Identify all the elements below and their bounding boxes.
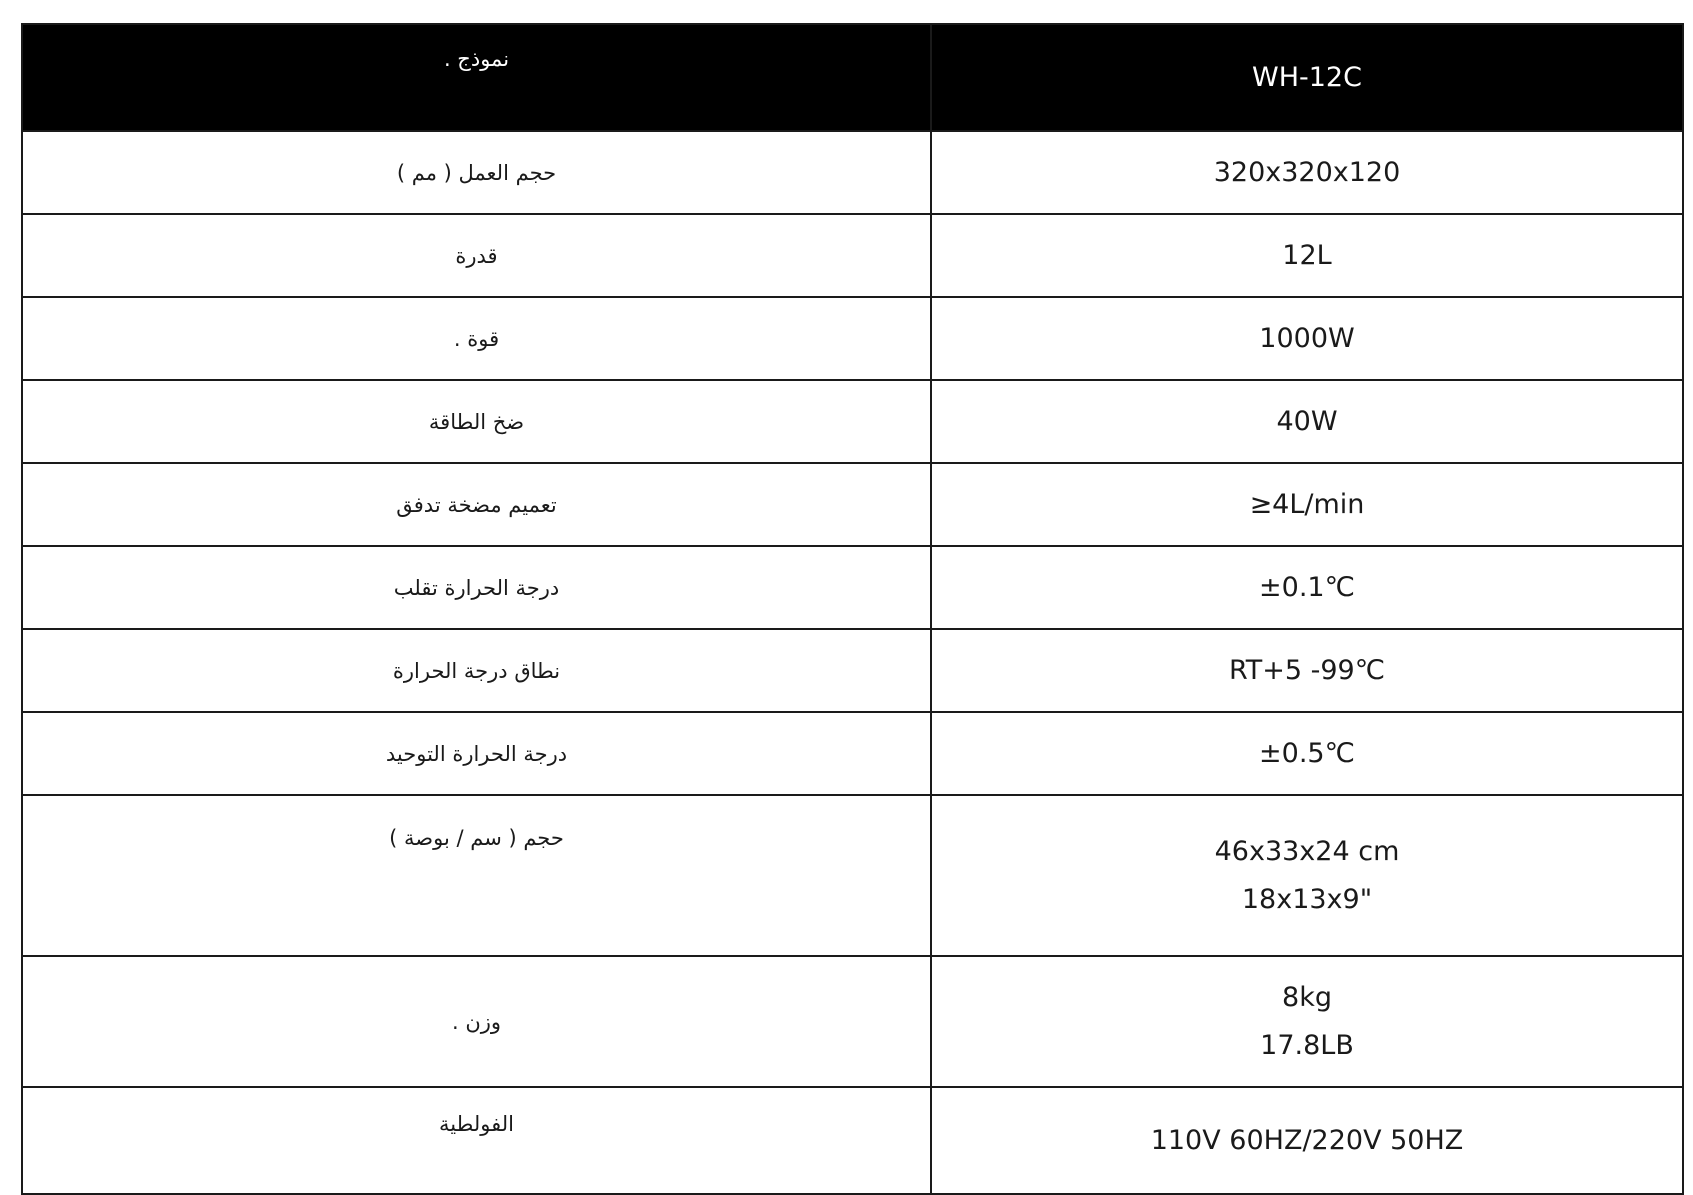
spec-value: [931, 795, 1683, 956]
header-model: WH-12C: [931, 24, 1683, 131]
table-row: [22, 956, 1683, 1087]
spec-value-line: 18x13x9": [1241, 883, 1373, 915]
header-label: نموذج .: [22, 24, 931, 131]
spec-label: تعميم مضخة تدفق: [22, 463, 931, 546]
spec-value: [931, 1087, 1683, 1194]
spec-value-line: ±0.5℃: [1259, 737, 1355, 769]
spec-value: [931, 297, 1683, 380]
spec-value: [931, 380, 1683, 463]
spec-value-line: ≥4L/min: [1249, 488, 1365, 520]
table-row: [22, 380, 1683, 463]
spec-value: [931, 629, 1683, 712]
spec-label: الفولطية: [22, 1087, 931, 1194]
spec-value: [931, 463, 1683, 546]
table-row: [22, 629, 1683, 712]
spec-label: حجم العمل ( مم ): [22, 131, 931, 214]
spec-table: [21, 23, 1684, 1195]
table-row: [22, 297, 1683, 380]
spec-value: [931, 712, 1683, 795]
spec-label: درجة الحرارة تقلب: [22, 546, 931, 629]
table-row: [22, 214, 1683, 297]
spec-value-line: 320x320x120: [1213, 156, 1401, 188]
spec-value: [931, 956, 1683, 1087]
spec-value: [931, 131, 1683, 214]
spec-value: [931, 214, 1683, 297]
table-row: [22, 546, 1683, 629]
spec-label: حجم ( سم / بوصة ): [22, 795, 931, 956]
spec-value-line: 110V 60HZ/220V 50HZ: [1150, 1124, 1464, 1156]
table-header-row: [22, 24, 1683, 131]
spec-label: وزن .: [22, 956, 931, 1087]
table-row: [22, 712, 1683, 795]
spec-value: [931, 546, 1683, 629]
spec-value-line: ±0.1℃: [1259, 571, 1355, 603]
table-row: [22, 131, 1683, 214]
spec-value-line: 12L: [1282, 239, 1332, 271]
spec-label: نطاق درجة الحرارة: [22, 629, 931, 712]
spec-value-line: 17.8LB: [1260, 1029, 1354, 1061]
spec-label: درجة الحرارة التوحيد: [22, 712, 931, 795]
table-row: [22, 795, 1683, 956]
spec-label: ضخ الطاقة: [22, 380, 931, 463]
spec-value-line: 46x33x24 cm: [1214, 835, 1400, 867]
spec-label: قدرة: [22, 214, 931, 297]
table-row: [22, 1087, 1683, 1194]
spec-value-line: 1000W: [1259, 322, 1355, 354]
spec-label: قوة .: [22, 297, 931, 380]
spec-value-line: 40W: [1276, 405, 1338, 437]
spec-value-line: 8kg: [1282, 981, 1332, 1013]
table-row: [22, 463, 1683, 546]
spec-value-line: RT+5 -99℃: [1228, 654, 1386, 686]
